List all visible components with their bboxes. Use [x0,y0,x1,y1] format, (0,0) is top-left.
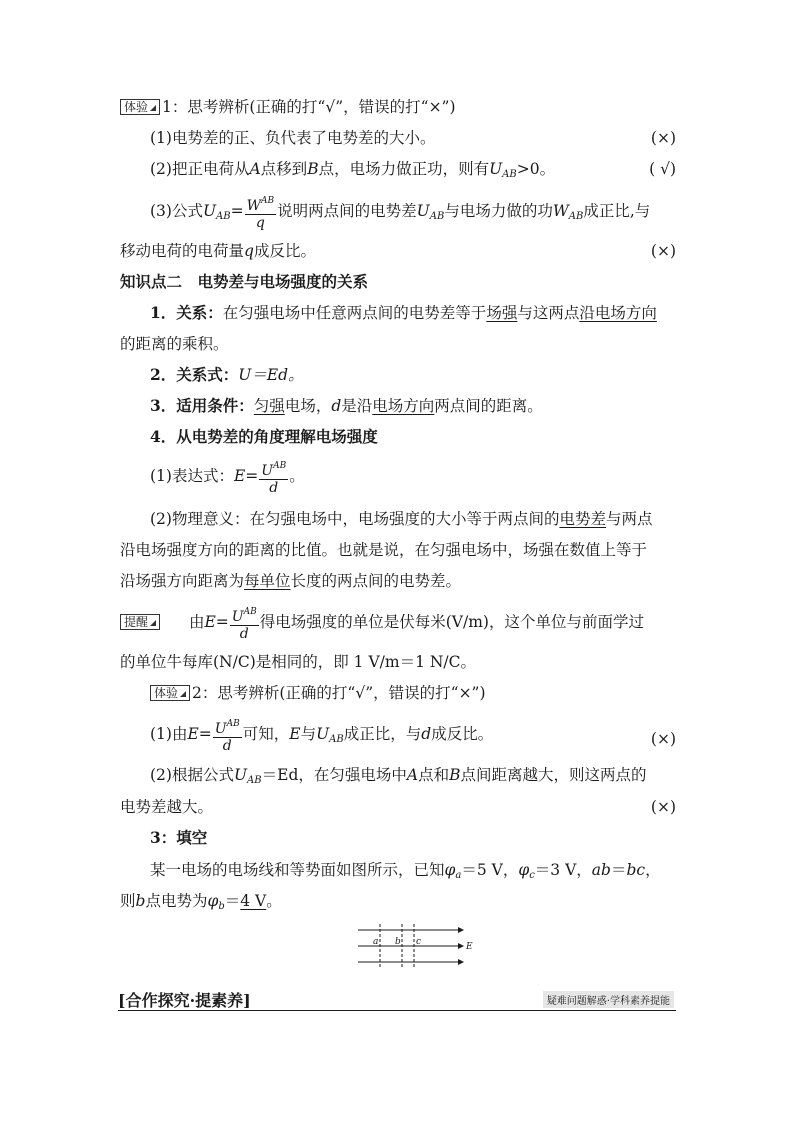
exercise1-q3: (3)公式$U_{AB}=$ $\frac{W^{AB}}{q}$ 说明两点间的电势差$U_{AB}$与电场力做的功$W_{AB}$成正比,与 [150,193,676,234]
physical-meaning-cont: 沿电场强度方向的距离的比值。也就是说，在匀强电场中，场强在数值上等于 [120,541,648,559]
answer-mark: ( √) [649,160,676,178]
formula-fraction: $\frac{W^{AB}}{q}$ [245,193,277,231]
knowledge-point-title: 知识点二 电势差与电场强度的关系 [120,272,369,291]
physical-meaning: (2)物理意义：在匀强电场中，电场强度的大小等于两点间的电势差与两点 [150,510,653,528]
relation-p1-cont: 的距离的乘积。 [120,335,229,353]
answer-mark: (×) [650,798,676,816]
arrow-head [458,959,464,965]
banner-subtitle: 疑难问题解惑·学科素养提能 [543,991,674,1008]
label-a: a [373,937,379,947]
formula-fraction: $\frac{U^{AB}}{d}$ [259,458,288,496]
relation-formula: 2．关系式：U＝Ed。 [150,365,304,384]
answer-blank: 4 V [240,892,267,910]
physical-meaning-cont2: 沿场强方向距离为每单位长度的两点间的电势差。 [120,572,462,590]
fill-blank-heading: 3：填空 [150,828,208,847]
arrow-head [458,927,464,933]
banner-title: [合作探究·提素养] [118,991,251,1010]
fill-blank-l2: 则b点电势为$\varphi_b=4$ V。 [120,892,282,912]
exercise1-q3-cont: 移动电荷的电荷量q成反比。 (×) [120,242,676,260]
tiyan-tag: 体验 [150,685,190,701]
tiyan-tag: 体验 [120,99,160,115]
exercise1-q2: (2)把正电荷从A点移到B点，电场力做正功，则有$U_{AB}>0$。 ( √) [150,160,676,180]
section-banner [118,988,676,1011]
exercise2-q1: (1)由E= $\frac{U^{AB}}{d}$ 可知，E与$U_{AB}$成正比，与d成反比。 (×) [150,716,676,757]
answer-mark: (×) [650,242,676,260]
conditions: 3．适用条件：匀强电场，d是沿电场方向两点间的距离。 [150,396,543,415]
label-b: b [395,937,401,947]
field-diagram [358,924,474,968]
tixing-tag: 提醒 [120,614,160,630]
expression: (1)表达式：E= $\frac{U^{AB}}{d}$ 。 [150,458,676,496]
exercise1-heading: 体验 1：思考辨析(正确的打“√”，错误的打“×”) [120,96,676,118]
label-c: c [416,937,422,947]
tip-cont: 的单位牛每库(N/C)是相同的，即 1 V/m＝1 N/C。 [120,653,477,671]
formula-fraction: $\frac{U^{AB}}{d}$ [213,716,242,754]
exercise2-heading: 体验 2：思考辨析(正确的打“√”，错误的打“×”) [150,682,676,704]
understand-heading: 4．从电势差的角度理解电场强度 [150,427,378,446]
exercise2-q2-cont: 电势差越大。 (×) [120,798,676,816]
formula-fraction: $\frac{U^{AB}}{d}$ [230,604,259,642]
fill-blank-l1: 某一电场的电场线和等势面如图所示，已知$\varphi_a=5$ V，$\varphi_c=3$ V，ab＝bc， [150,861,661,881]
arrow-head [458,943,464,949]
label-E: E [466,942,473,952]
relation-p1: 1．关系：在匀强电场中任意两点间的电势差等于场强与这两点沿电场方向 [150,303,657,322]
answer-mark: (×) [650,730,676,748]
exercise2-q2: (2)根据公式$U_{AB}=Ed$，在匀强电场中A点和B点间距离越大，则这两点的 [150,766,647,786]
tip: 提醒 由E= $\frac{U^{AB}}{d}$ 得电场强度的单位是伏每米(V/m)，这个单位与前面学过 [120,604,676,642]
answer-mark: (×) [650,129,676,147]
exercise1-q1: (1)电势差的正、负代表了电势差的大小。 (×) [150,129,676,147]
